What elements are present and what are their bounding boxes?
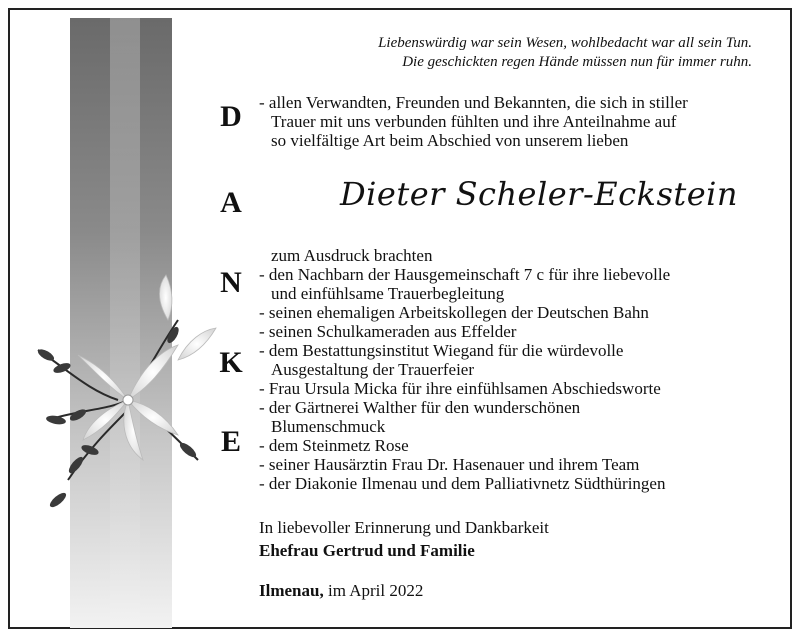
- thanks-line: und einfühlsame Trauerbegleitung: [271, 284, 505, 303]
- lily-flowers-image: [28, 260, 228, 560]
- intro-text: [259, 93, 688, 150]
- quote-line-2: Die geschickten regen Hände müssen nun für immer ruhn.: [402, 54, 752, 70]
- danke-letter-k: K: [219, 346, 243, 379]
- thanks-line: Blumenschmuck: [271, 417, 386, 436]
- intro-line: Trauer mit uns verbunden fühlten und ihre Anteilnahme auf: [271, 112, 677, 131]
- danke-letter-e: E: [220, 425, 241, 458]
- danke-letter-d: D: [220, 100, 242, 133]
- thanks-list: [259, 246, 670, 493]
- thanks-line: - seinen ehemaligen Arbeitskollegen der Deutschen Bahn: [259, 303, 649, 322]
- thanks-line: - dem Steinmetz Rose: [259, 436, 409, 455]
- thanks-line: - der Gärtnerei Walther für den wunderschönen: [259, 398, 581, 417]
- thanks-line: - den Nachbarn der Hausgemeinschaft 7 c für ihre liebevolle: [259, 265, 671, 284]
- thanks-line: - seiner Hausärztin Frau Dr. Hasenauer und ihrem Team: [259, 455, 640, 474]
- thanks-line: - Frau Ursula Micka für ihre einfühlsamen Abschiedsworte: [259, 379, 661, 398]
- thanks-line: - der Diakonie Ilmenau und dem Palliativnetz Südthüringen: [259, 474, 666, 493]
- intro-line: so vielfältige Art beim Abschied von unserem lieben: [271, 131, 629, 150]
- deceased-name: Dieter Scheler-Eckstein: [340, 175, 738, 213]
- quote-line-1: Liebenswürdig war sein Wesen, wohlbedacht war all sein Tun.: [378, 35, 752, 51]
- place: Ilmenau,: [259, 581, 324, 600]
- intro-line: - allen Verwandten, Freunden und Bekannten, die sich in stiller: [259, 93, 688, 112]
- thanks-line: zum Ausdruck brachten: [271, 246, 433, 265]
- closing-line: In liebevoller Erinnerung und Dankbarkeit: [259, 518, 549, 537]
- family-name: Ehefrau Gertrud und Familie: [259, 541, 475, 560]
- danke-letter-n: N: [220, 266, 242, 299]
- danke-letter-a: A: [220, 186, 242, 219]
- thanks-line: - seinen Schulkameraden aus Effelder: [259, 322, 517, 341]
- thanks-line: - dem Bestattungsinstitut Wiegand für die würdevolle: [259, 341, 624, 360]
- thanks-line: Ausgestaltung der Trauerfeier: [271, 360, 475, 379]
- family-signature: [259, 540, 475, 562]
- date: im April 2022: [327, 581, 424, 600]
- quote-block: [292, 34, 752, 72]
- place-date: [259, 580, 423, 602]
